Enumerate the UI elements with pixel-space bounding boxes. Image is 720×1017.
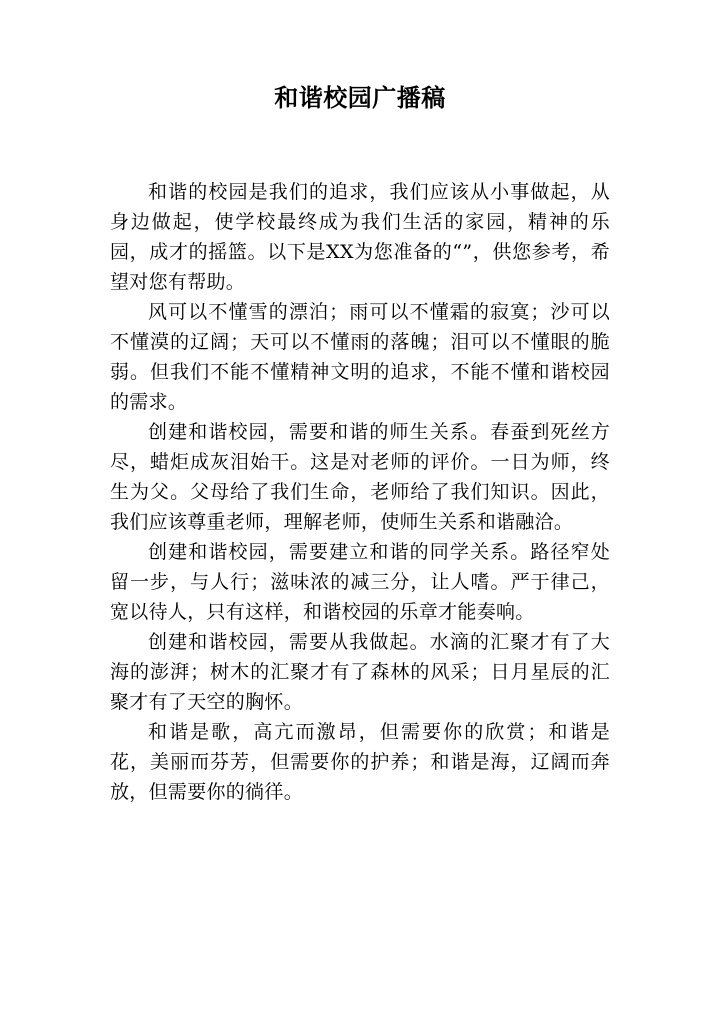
document-title: 和谐校园广播稿: [274, 84, 446, 112]
paragraph-5: 创建和谐校园，需要从我做起。水滴的汇聚才有了大海的澎湃；树木的汇聚才有了森林的风采；日月星辰的汇聚才有了天空的胸怀。: [110, 631, 610, 713]
paragraph-2: 风可以不懂雪的漂泊；雨可以不懂霜的寂寞；沙可以不懂漠的辽阔；天可以不懂雨的落魄；泪可以不懂眼的脆弱。但我们不能不懂精神文明的追求，不能不懂和谐校园的需求。: [110, 301, 610, 413]
paragraph-1: 和谐的校园是我们的追求，我们应该从小事做起，从身边做起，使学校最终成为我们生活的家园，精神的乐园，成才的摇篮。以下是XX为您准备的“”，供您参考，希望对您有帮助。: [110, 181, 610, 293]
document-body: [110, 177, 610, 807]
paragraph-6: 和谐是歌，高亢而激昂，但需要你的欣赏；和谐是花，美丽而芬芳，但需要你的护养；和谐是海，辽阔而奔放，但需要你的徜徉。: [110, 721, 610, 803]
paragraph-4: 创建和谐校园，需要建立和谐的同学关系。路径窄处留一步，与人行；滋味浓的减三分，让人嗜。严于律己，宽以待人，只有这样，和谐校园的乐章才能奏响。: [110, 541, 610, 623]
paragraph-3: 创建和谐校园，需要和谐的师生关系。春蚕到死丝方尽，蜡炬成灰泪始干。这是对老师的评价。一日为师，终生为父。父母给了我们生命，老师给了我们知识。因此，我们应该尊重老师，理解老师，使师生关系和谐融洽。: [110, 421, 610, 533]
